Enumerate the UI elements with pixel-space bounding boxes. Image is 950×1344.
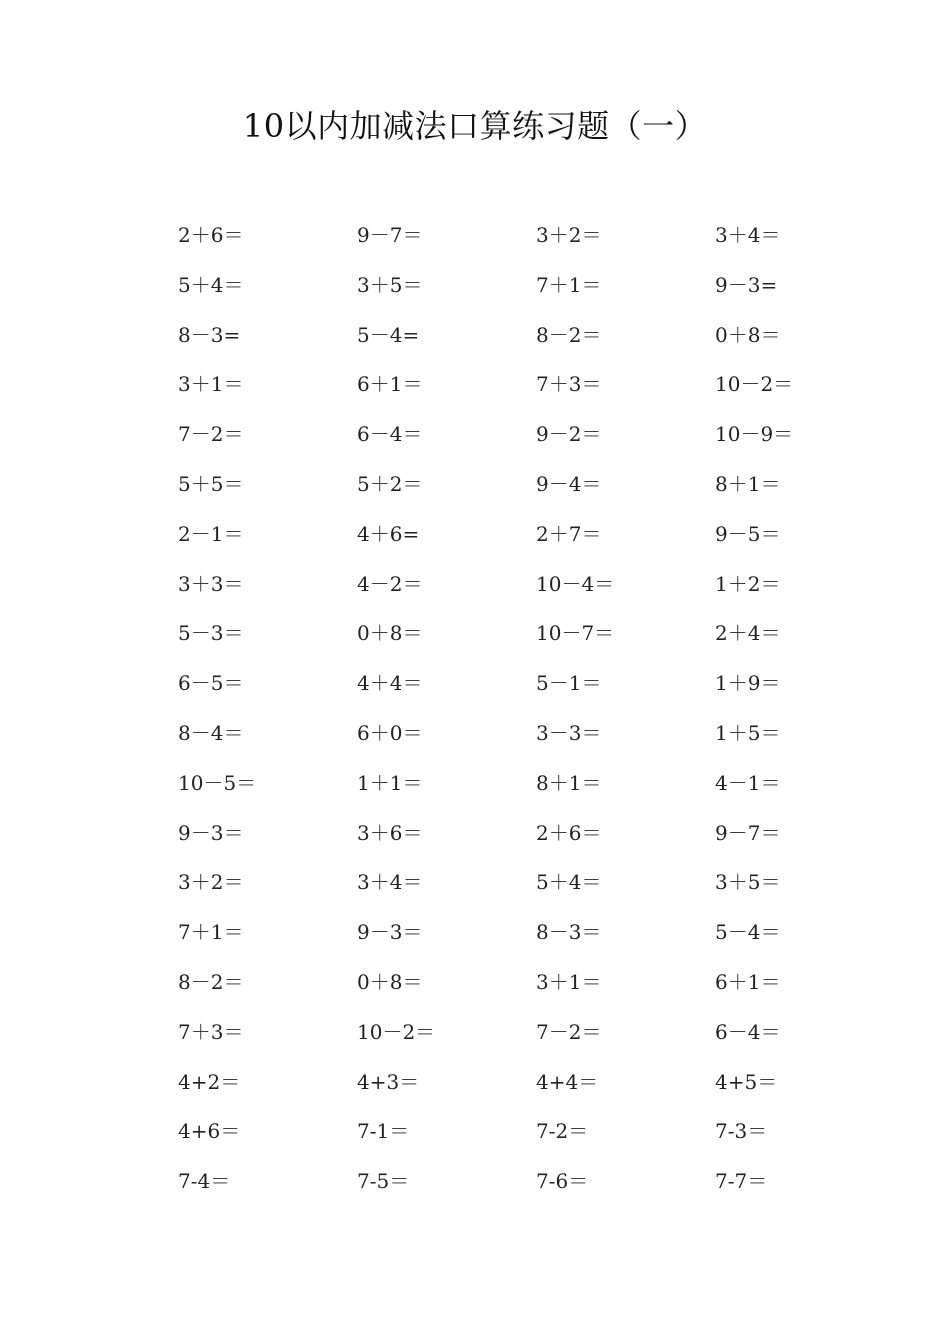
problem-item: 8－2＝ [178, 969, 244, 994]
problem-item: 0＋8＝ [357, 621, 423, 646]
problem-item: 7－2＝ [178, 422, 244, 447]
problem-item: 6＋1＝ [715, 969, 781, 994]
problem-item: 8－4＝ [178, 720, 244, 745]
problem-item: 9－7＝ [715, 820, 781, 845]
problem-item: 4－2＝ [357, 571, 423, 596]
problem-item: 2＋7＝ [536, 521, 602, 546]
problem-item: 9－3= [715, 272, 778, 297]
problem-item: 3＋5＝ [715, 870, 781, 895]
problem-item: 7＋3＝ [178, 1019, 244, 1044]
problem-item: 1＋9＝ [715, 671, 781, 696]
problem-item: 7-3＝ [715, 1119, 768, 1144]
problem-item: 2＋6＝ [178, 223, 244, 247]
problem-item: 8－2＝ [536, 322, 602, 347]
problem-item: 3＋2＝ [178, 870, 244, 895]
problem-item: 8＋1＝ [715, 471, 781, 496]
problem-item: 2－1＝ [178, 521, 244, 546]
problem-item: 8－3= [178, 322, 241, 347]
problem-item: 5－1＝ [536, 671, 602, 696]
problem-item: 7-5＝ [357, 1169, 410, 1194]
problem-item: 4+6＝ [178, 1119, 241, 1144]
problem-item: 3＋1＝ [536, 969, 602, 994]
problem-item: 7＋3＝ [536, 372, 602, 397]
problem-item: 10－2＝ [715, 372, 794, 397]
page-title: 10以内加减法口算练习题（一） [242, 107, 708, 145]
problem-item: 1＋1＝ [357, 770, 423, 795]
problem-item: 5＋4＝ [536, 870, 602, 895]
problem-item: 0＋8＝ [357, 969, 423, 994]
problem-item: 7-1＝ [357, 1119, 410, 1144]
problem-item: 4+4＝ [536, 1069, 599, 1094]
problem-item: 8＋1＝ [536, 770, 602, 795]
problem-item: 2＋6＝ [536, 820, 602, 845]
problem-item: 3－3＝ [536, 720, 602, 745]
problem-item: 5＋4＝ [178, 272, 244, 297]
problem-item: 3＋3＝ [178, 571, 244, 596]
problem-item: 4－1＝ [715, 770, 781, 795]
problem-item: 10－2＝ [357, 1019, 436, 1044]
problem-item: 8－3＝ [536, 920, 602, 945]
problem-item: 7-6＝ [536, 1169, 589, 1194]
problem-item: 3＋4＝ [715, 223, 781, 247]
problem-item: 3＋4＝ [357, 870, 423, 895]
problem-item: 1＋2＝ [715, 571, 781, 596]
problem-grid [178, 216, 898, 1212]
problem-item: 9－3＝ [178, 820, 244, 845]
problem-item: 5＋2＝ [357, 471, 423, 496]
problem-item: 9－5＝ [715, 521, 781, 546]
problem-item: 10－7＝ [536, 621, 615, 646]
problem-item: 7-2＝ [536, 1119, 589, 1144]
problem-item: 1＋5＝ [715, 720, 781, 745]
problem-item: 9－2＝ [536, 422, 602, 447]
problem-item: 3＋2＝ [536, 223, 602, 247]
problem-item: 7＋1＝ [178, 920, 244, 945]
problem-item: 3＋1＝ [178, 372, 244, 397]
problem-item: 6＋0＝ [357, 720, 423, 745]
problem-item: 4+2＝ [178, 1069, 241, 1094]
problem-item: 3＋6＝ [357, 820, 423, 845]
problem-item: 5＋5＝ [178, 471, 244, 496]
problem-item: 5－3＝ [178, 621, 244, 646]
problem-item: 4＋4＝ [357, 671, 423, 696]
problem-item: 7－2＝ [536, 1019, 602, 1044]
problem-item: 5－4= [357, 322, 420, 347]
problem-item: 10－9＝ [715, 422, 794, 447]
problem-item: 10－5＝ [178, 770, 257, 795]
problem-item: 7＋1＝ [536, 272, 602, 297]
problem-item: 10－4＝ [536, 571, 615, 596]
problem-item: 7-7＝ [715, 1169, 768, 1194]
problem-item: 6－4＝ [357, 422, 423, 447]
problem-item: 0＋8＝ [715, 322, 781, 347]
problem-item: 6－4＝ [715, 1019, 781, 1044]
problem-item: 4+3＝ [357, 1069, 420, 1094]
problem-item: 9－3＝ [357, 920, 423, 945]
problem-item: 2＋4＝ [715, 621, 781, 646]
problem-item: 6－5＝ [178, 671, 244, 696]
problem-item: 7-4＝ [178, 1169, 231, 1194]
problem-item: 4+5＝ [715, 1069, 778, 1094]
problem-item: 3＋5＝ [357, 272, 423, 297]
problem-item: 9－7＝ [357, 223, 423, 247]
problem-item: 9－4＝ [536, 471, 602, 496]
problem-item: 5－4＝ [715, 920, 781, 945]
problem-item: 6＋1＝ [357, 372, 423, 397]
problem-item: 4＋6= [357, 521, 420, 546]
